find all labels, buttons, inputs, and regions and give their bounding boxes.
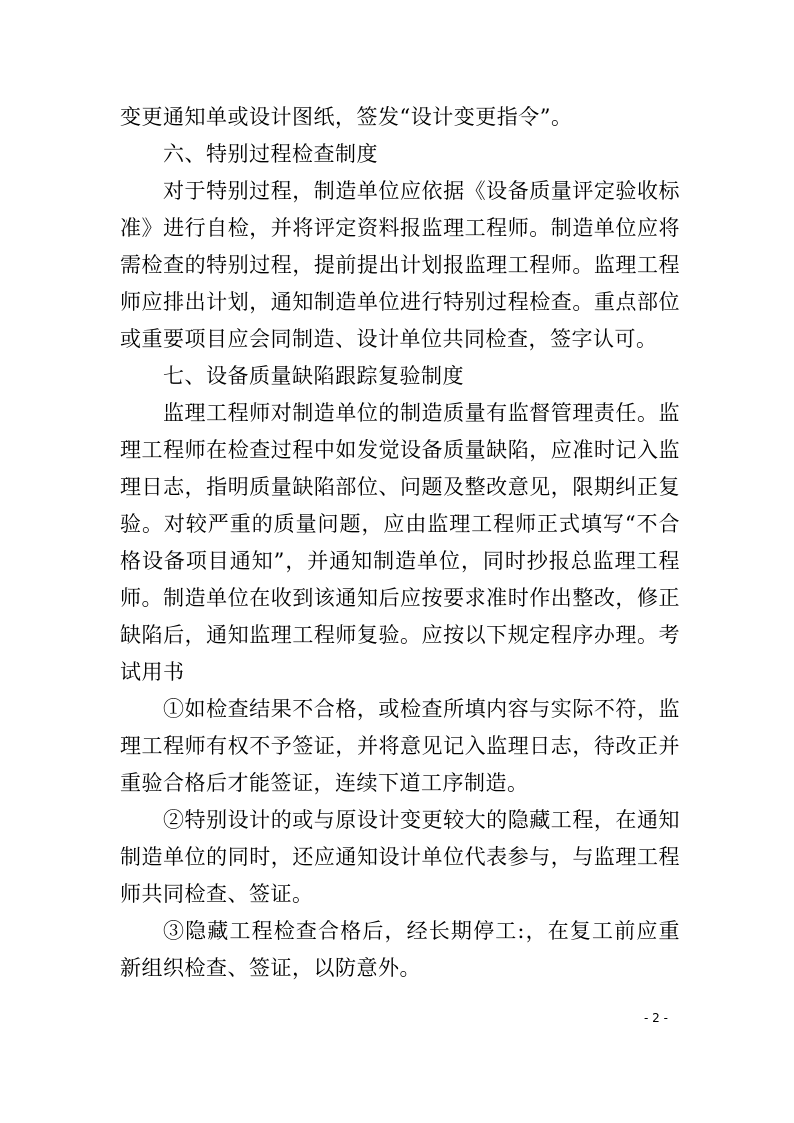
body-text-line: 变更通知单或设计图纸，签发“设计变更指令”。 bbox=[120, 105, 573, 129]
list-item-text: ②特别设计的或与原设计变更较大的隐藏工程，在通知 bbox=[163, 808, 680, 832]
body-text-line: 师应排出计划，通知制造单位进行特别过程检查。重点部位 bbox=[120, 290, 680, 314]
body-text-line: 缺陷后，通知监理工程师复验。应按以下规定程序办理。考 bbox=[120, 623, 680, 647]
list-item-text: ①如检查结果不合格，或检查所填内容与实际不符，监 bbox=[163, 697, 680, 721]
body-text-line: 试用书 bbox=[120, 660, 185, 684]
body-text-line: 师共同检查、签证。 bbox=[120, 882, 314, 906]
body-text-line: 准》进行自检，并将评定资料报监理工程师。制造单位应将 bbox=[120, 216, 680, 240]
body-text-line: 制造单位的同时，还应通知设计单位代表参与，与监理工程 bbox=[120, 845, 680, 869]
page-number: - 2 - bbox=[644, 1011, 668, 1025]
body-text-line: 对于特别过程，制造单位应依据《设备质量评定验收标 bbox=[163, 179, 680, 203]
body-text-line: 理工程师在检查过程中如发觉设备质量缺陷，应准时记入监 bbox=[120, 438, 680, 462]
list-item-text: ③隐藏工程检查合格后，经长期停工:，在复工前应重 bbox=[163, 919, 680, 943]
body-text-line: 或重要项目应会同制造、设计单位共同检查，签字认可。 bbox=[120, 327, 658, 351]
body-text-line: 理工程师有权不予签证，并将意见记入监理日志，待改正并 bbox=[120, 734, 680, 758]
section-heading: 七、设备质量缺陷跟踪复验制度 bbox=[163, 364, 464, 388]
body-text-line: 需检查的特别过程，提前提出计划报监理工程师。监理工程 bbox=[120, 253, 680, 277]
body-text-line: 重验合格后才能签证，连续下道工序制造。 bbox=[120, 771, 529, 795]
body-text-line: 格设备项目通知”，并通知制造单位，同时抄报总监理工程 bbox=[120, 549, 680, 573]
body-text-line: 新组织检查、签证，以防意外。 bbox=[120, 956, 421, 980]
body-text-line: 验。对较严重的质量问题，应由监理工程师正式填写“不合 bbox=[120, 512, 680, 536]
section-heading: 六、特别过程检查制度 bbox=[163, 142, 378, 166]
body-text-line: 理日志，指明质量缺陷部位、问题及整改意见，限期纠正复 bbox=[120, 475, 680, 499]
body-text-line: 师。制造单位在收到该通知后应按要求准时作出整改，修正 bbox=[120, 586, 680, 610]
body-text-line: 监理工程师对制造单位的制造质量有监督管理责任。监 bbox=[163, 401, 680, 425]
